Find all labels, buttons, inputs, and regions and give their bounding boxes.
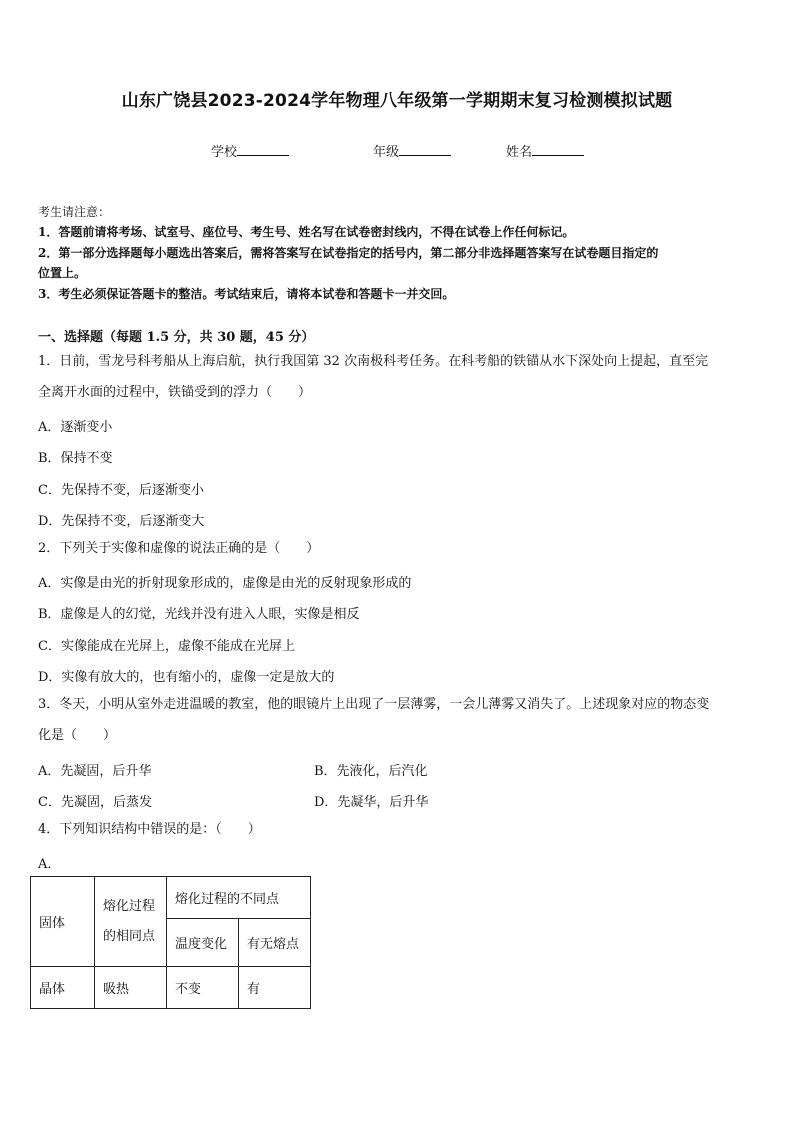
notice-item-2: 2．第一部分选择题每小题选出答案后，需将答案写在试卷指定的括号内，第二部分非选择题答案写在试卷题目指定的	[38, 246, 659, 260]
question-3-stem-line1: 3．冬天，小明从室外走进温暖的教室，他的眼镜片上出现了一层薄雾，一会儿薄雾又消失了。上述现象对应的物态变	[38, 697, 710, 712]
cell-crystal: 晶体	[31, 967, 95, 1009]
page-title: 山东广饶县2023-2024学年物理八年级第一学期期末复习检测模拟试题	[121, 91, 673, 111]
question-3-option-a: A．先凝固，后升华	[38, 764, 152, 779]
school-blank[interactable]	[237, 143, 289, 156]
question-1-option-a: A．逐渐变小	[38, 420, 113, 435]
question-4-option-a-label: A．	[38, 857, 61, 872]
grade-field	[373, 141, 451, 160]
question-3-option-d: D．先凝华，后升华	[314, 795, 429, 810]
question-2-option-a: A．实像是由光的折射现象形成的，虚像是由光的反射现象形成的	[38, 576, 412, 591]
cell-diff-header: 熔化过程的不同点	[167, 877, 311, 919]
cell-has-point: 有	[239, 967, 311, 1009]
grade-label: 年级	[373, 145, 400, 160]
school-field	[211, 141, 289, 160]
question-3-option-b: B．先液化，后汽化	[314, 764, 428, 779]
notice-item-3: 3．考生必须保证答题卡的整洁。考试结束后，请将本试卷和答题卡一并交回。	[38, 287, 455, 301]
question-2-option-b: B．虚像是人的幻觉，光线并没有进入人眼，实像是相反	[38, 607, 360, 622]
cell-solid-header: 固体	[31, 877, 95, 967]
cell-temp-header: 温度变化	[167, 919, 239, 967]
same-header-line2: 的相同点	[103, 928, 156, 944]
question-3-stem-line2: 化是（ ）	[38, 728, 117, 743]
section-title: 一、选择题（每题 1.5 分，共 30 题，45 分）	[38, 330, 315, 345]
question-2-option-c: C．实像能成在光屏上，虚像不能成在光屏上	[38, 639, 295, 654]
name-label: 姓名	[506, 145, 533, 160]
cell-point-header: 有无熔点	[239, 919, 311, 967]
question-2-option-d: D．实像有放大的，也有缩小的，虚像一定是放大的	[38, 670, 335, 685]
question-2-stem: 2．下列关于实像和虚像的说法正确的是（ ）	[38, 541, 320, 556]
notice-heading: 考生请注意：	[38, 205, 111, 219]
question-1-stem-line1: 1．日前，雪龙号科考船从上海启航，执行我国第 32 次南极科考任务。在科考船的铁锚从水下深处向上提起，直至完	[38, 354, 709, 369]
question-1-option-d: D．先保持不变，后逐渐变大	[38, 514, 205, 529]
cell-same-header	[95, 877, 167, 967]
grade-blank[interactable]	[399, 143, 451, 156]
knowledge-table	[30, 876, 311, 1009]
same-header-line1: 熔化过程	[103, 898, 156, 914]
name-blank[interactable]	[532, 143, 584, 156]
notice-item-1: 1．答题前请将考场、试室号、座位号、考生号、姓名写在试卷密封线内，不得在试卷上作任何标记。	[38, 225, 575, 239]
cell-absorb-heat: 吸热	[95, 967, 167, 1009]
question-4-stem: 4．下列知识结构中错误的是：（ ）	[38, 822, 261, 837]
name-field	[506, 141, 584, 160]
cell-temp-unchanged: 不变	[167, 967, 239, 1009]
school-label: 学校	[211, 145, 238, 160]
question-1-stem-line2: 全离开水面的过程中，铁锚受到的浮力（ ）	[38, 385, 312, 400]
question-3-option-c: C．先凝固，后蒸发	[38, 795, 152, 810]
question-1-option-c: C．先保持不变，后逐渐变小	[38, 483, 204, 498]
notice-item-2-cont: 位置上。	[38, 266, 87, 280]
question-1-option-b: B．保持不变	[38, 451, 113, 466]
